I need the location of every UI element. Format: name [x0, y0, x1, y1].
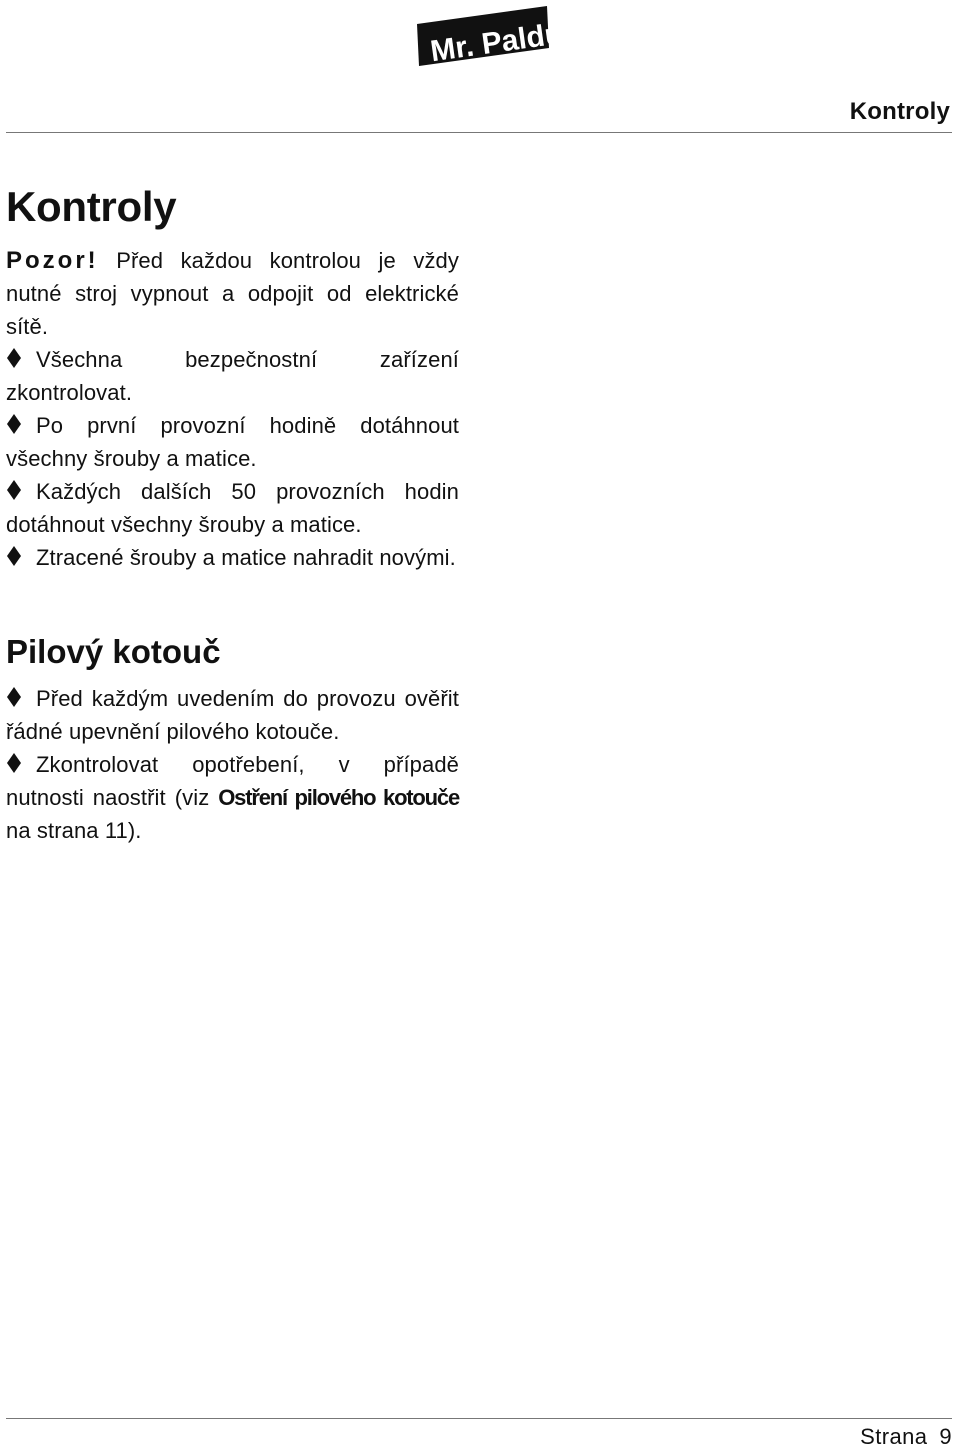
diamond-bullet-icon: [6, 347, 22, 369]
warning-text: Před každou kontrolou je vždy nutné stroj vypnout a odpojit od elektrické sítě.: [6, 248, 459, 339]
list-item-text: Každých dalších 50 provozních hodin dotáhnout všechny šrouby a matice.: [6, 479, 459, 537]
list-item-text: Před každým uvedením do provozu ověřit řádné upevnění pilového kotouče.: [6, 686, 459, 744]
list-item-text-suffix: na strana 11).: [6, 818, 142, 843]
list-item-text: Po první provozní hodině dotáhnout všechny šrouby a matice.: [6, 413, 459, 471]
cross-reference-link[interactable]: Ostření pilového kotouče: [218, 785, 459, 810]
logo-text: Mr. Paldu: [428, 17, 566, 69]
diamond-bullet-icon: [6, 413, 22, 435]
warning-paragraph: [6, 244, 459, 343]
footer-divider: [6, 1418, 952, 1419]
header-divider: [6, 132, 952, 133]
header-section-title: Kontroly: [849, 98, 950, 125]
footer-label: Strana: [860, 1424, 928, 1449]
warning-label: Pozor!: [6, 247, 99, 274]
list-item: [6, 409, 459, 475]
list-item: [6, 748, 459, 847]
page-number: 9: [939, 1424, 952, 1449]
list-item: [6, 475, 459, 541]
main-content: [6, 180, 459, 847]
section-heading-kontroly: Kontroly: [6, 183, 177, 230]
list-item: [6, 682, 459, 748]
diamond-bullet-icon: [6, 752, 22, 774]
brand-logo: [415, 4, 566, 69]
diamond-bullet-icon: [6, 479, 22, 501]
list-item-text: Ztracené šrouby a matice nahradit novými.: [36, 545, 456, 570]
list-item: [6, 343, 459, 409]
list-item-text: Všechna bezpečnostní zařízení zkontrolovat.: [6, 347, 459, 405]
page-footer: [860, 1424, 952, 1450]
diamond-bullet-icon: [6, 545, 22, 567]
list-item-text-prefix: Zkontrolovat opotřebení, v případě nutnosti naostřit (viz: [6, 752, 459, 810]
section-heading-pilovy-kotouc: Pilový kotouč: [6, 633, 221, 670]
list-item: [6, 541, 459, 574]
diamond-bullet-icon: [6, 686, 22, 708]
